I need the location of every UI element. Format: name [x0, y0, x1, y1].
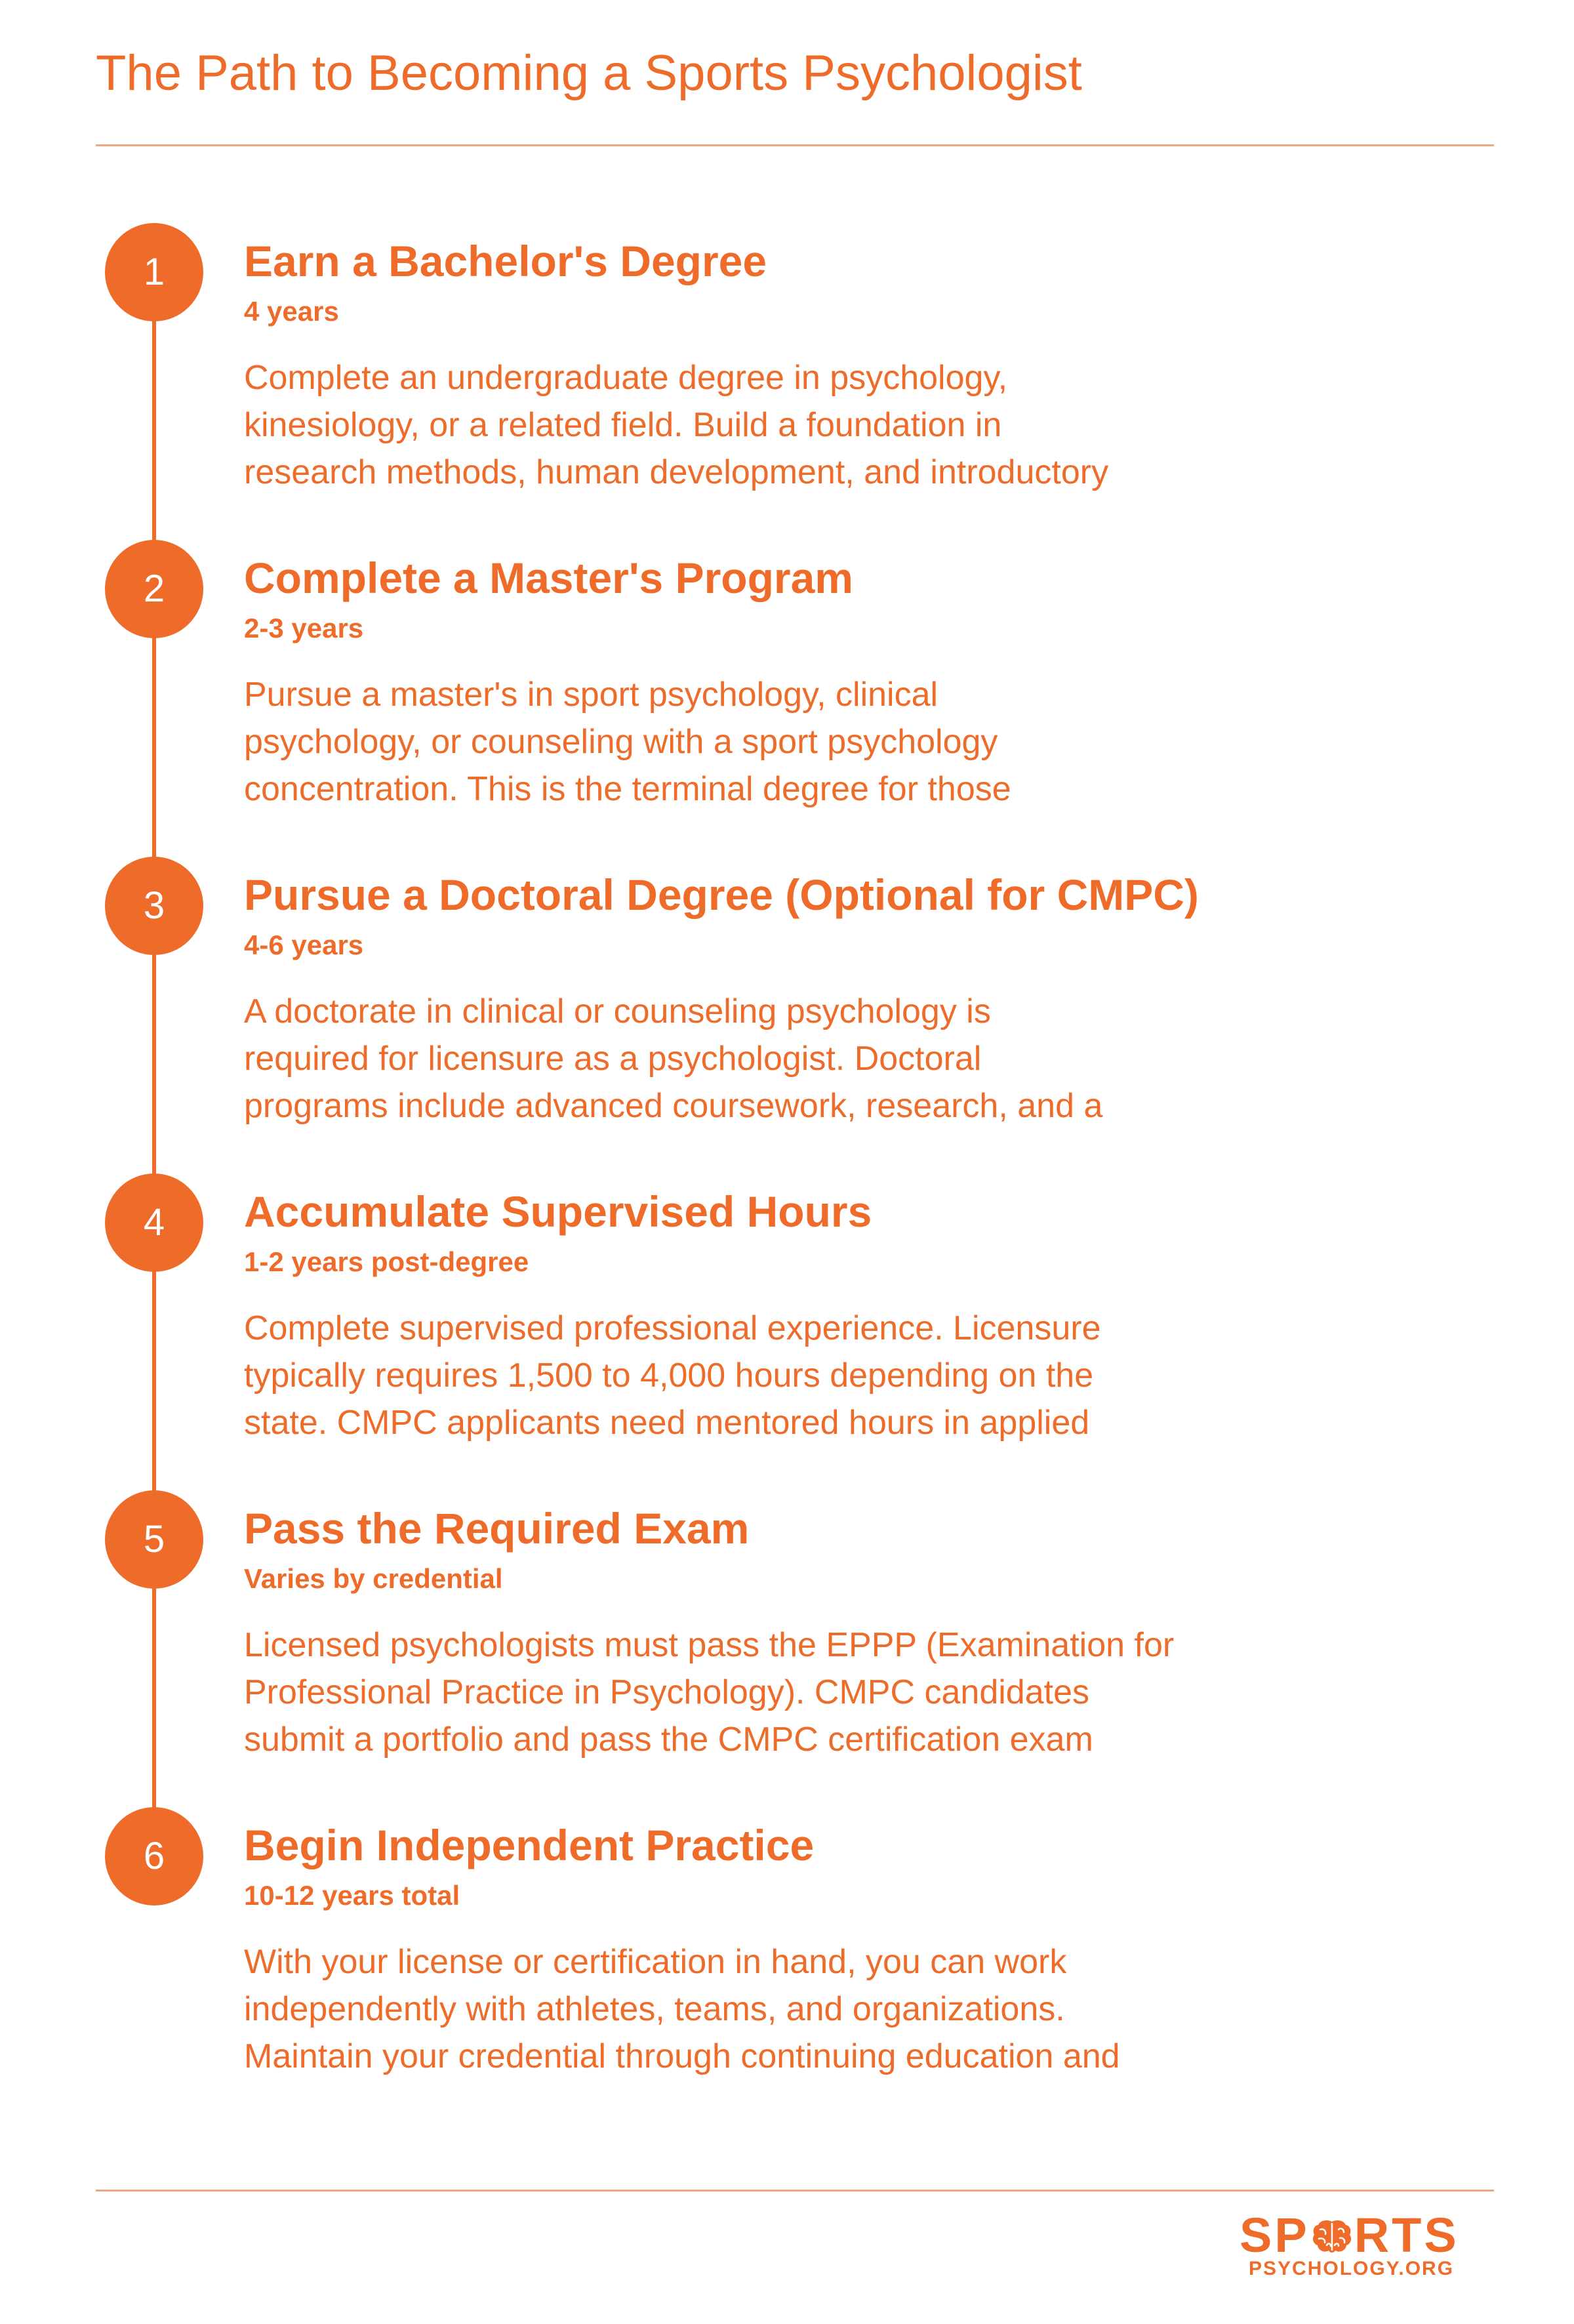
step-duration: 10-12 years total [244, 1880, 460, 1911]
step-description [244, 988, 1293, 1130]
bottom-divider [96, 2190, 1494, 2191]
step-number-badge: 2 [105, 540, 203, 638]
logo-wordmark-left: SP [1240, 2208, 1310, 2262]
step-1 [0, 223, 1574, 525]
step-duration: 4-6 years [244, 929, 364, 960]
step-number-badge: 5 [105, 1490, 203, 1589]
step-description [244, 671, 1293, 813]
step-duration: Varies by credential [244, 1563, 503, 1594]
step-number-badge: 3 [105, 857, 203, 955]
step-description-line: required for licensure as a psychologist. Doctoral [244, 1040, 982, 1078]
step-6 [0, 1807, 1574, 2109]
step-description-line: Pursue a master's in sport psychology, clinical [244, 676, 938, 714]
step-description-line: programs include advanced coursework, research, and a [244, 1087, 1103, 1125]
step-description-line: With your license or certification in hand, you can work [244, 1943, 1067, 1981]
logo-wordmark-right: RTS [1354, 2208, 1459, 2262]
step-number-badge: 1 [105, 223, 203, 321]
page-title: The Path to Becoming a Sports Psychologist [96, 45, 1082, 101]
step-duration: 4 years [244, 296, 339, 327]
logo-wordmark [1240, 2209, 1459, 2262]
top-divider [96, 144, 1494, 146]
step-description-line: submit a portfolio and pass the CMPC certification exam [244, 1721, 1093, 1759]
step-description-line: Licensed psychologists must pass the EPPP (Examination for [244, 1626, 1175, 1664]
brain-icon [1311, 2218, 1353, 2256]
step-description-line: Maintain your credential through continuing education and [244, 2037, 1120, 2075]
sportspsychology-logo [1240, 2209, 1489, 2281]
step-description-line: concentration. This is the terminal degree for those [244, 770, 1011, 808]
logo-domain: PSYCHOLOGY.ORG [1249, 2258, 1455, 2279]
step-title: Pursue a Doctoral Degree (Optional for CMPC) [244, 870, 1199, 919]
step-description-line: state. CMPC applicants need mentored hours in applied [244, 1404, 1090, 1442]
step-description [244, 1305, 1293, 1446]
step-description-line: typically requires 1,500 to 4,000 hours depending on the [244, 1356, 1094, 1395]
step-title: Complete a Master's Program [244, 554, 853, 602]
step-4 [0, 1173, 1574, 1475]
step-description-line: A doctorate in clinical or counseling psychology is [244, 992, 991, 1030]
step-number-badge: 6 [105, 1807, 203, 1906]
step-number-badge: 4 [105, 1173, 203, 1272]
step-description [244, 1621, 1293, 1763]
step-description-line: kinesiology, or a related field. Build a foundation in [244, 406, 1002, 444]
step-5 [0, 1490, 1574, 1792]
step-description-line: Complete an undergraduate degree in psychology, [244, 359, 1008, 397]
step-description-line: independently with athletes, teams, and organizations. [244, 1990, 1065, 2028]
step-description [244, 1938, 1293, 2080]
step-description-line: Complete supervised professional experience. Licensure [244, 1309, 1101, 1347]
step-title: Pass the Required Exam [244, 1504, 750, 1553]
step-description-line: Professional Practice in Psychology). CMPC candidates [244, 1673, 1090, 1711]
step-2 [0, 540, 1574, 842]
step-description-line: research methods, human development, and introductory [244, 453, 1109, 491]
step-title: Earn a Bachelor's Degree [244, 237, 767, 285]
step-title: Begin Independent Practice [244, 1821, 815, 1869]
step-duration: 1-2 years post-degree [244, 1246, 529, 1277]
step-description [244, 354, 1293, 496]
step-duration: 2-3 years [244, 613, 364, 643]
step-description-line: psychology, or counseling with a sport psychology [244, 723, 998, 761]
step-title: Accumulate Supervised Hours [244, 1187, 872, 1236]
step-3 [0, 857, 1574, 1158]
